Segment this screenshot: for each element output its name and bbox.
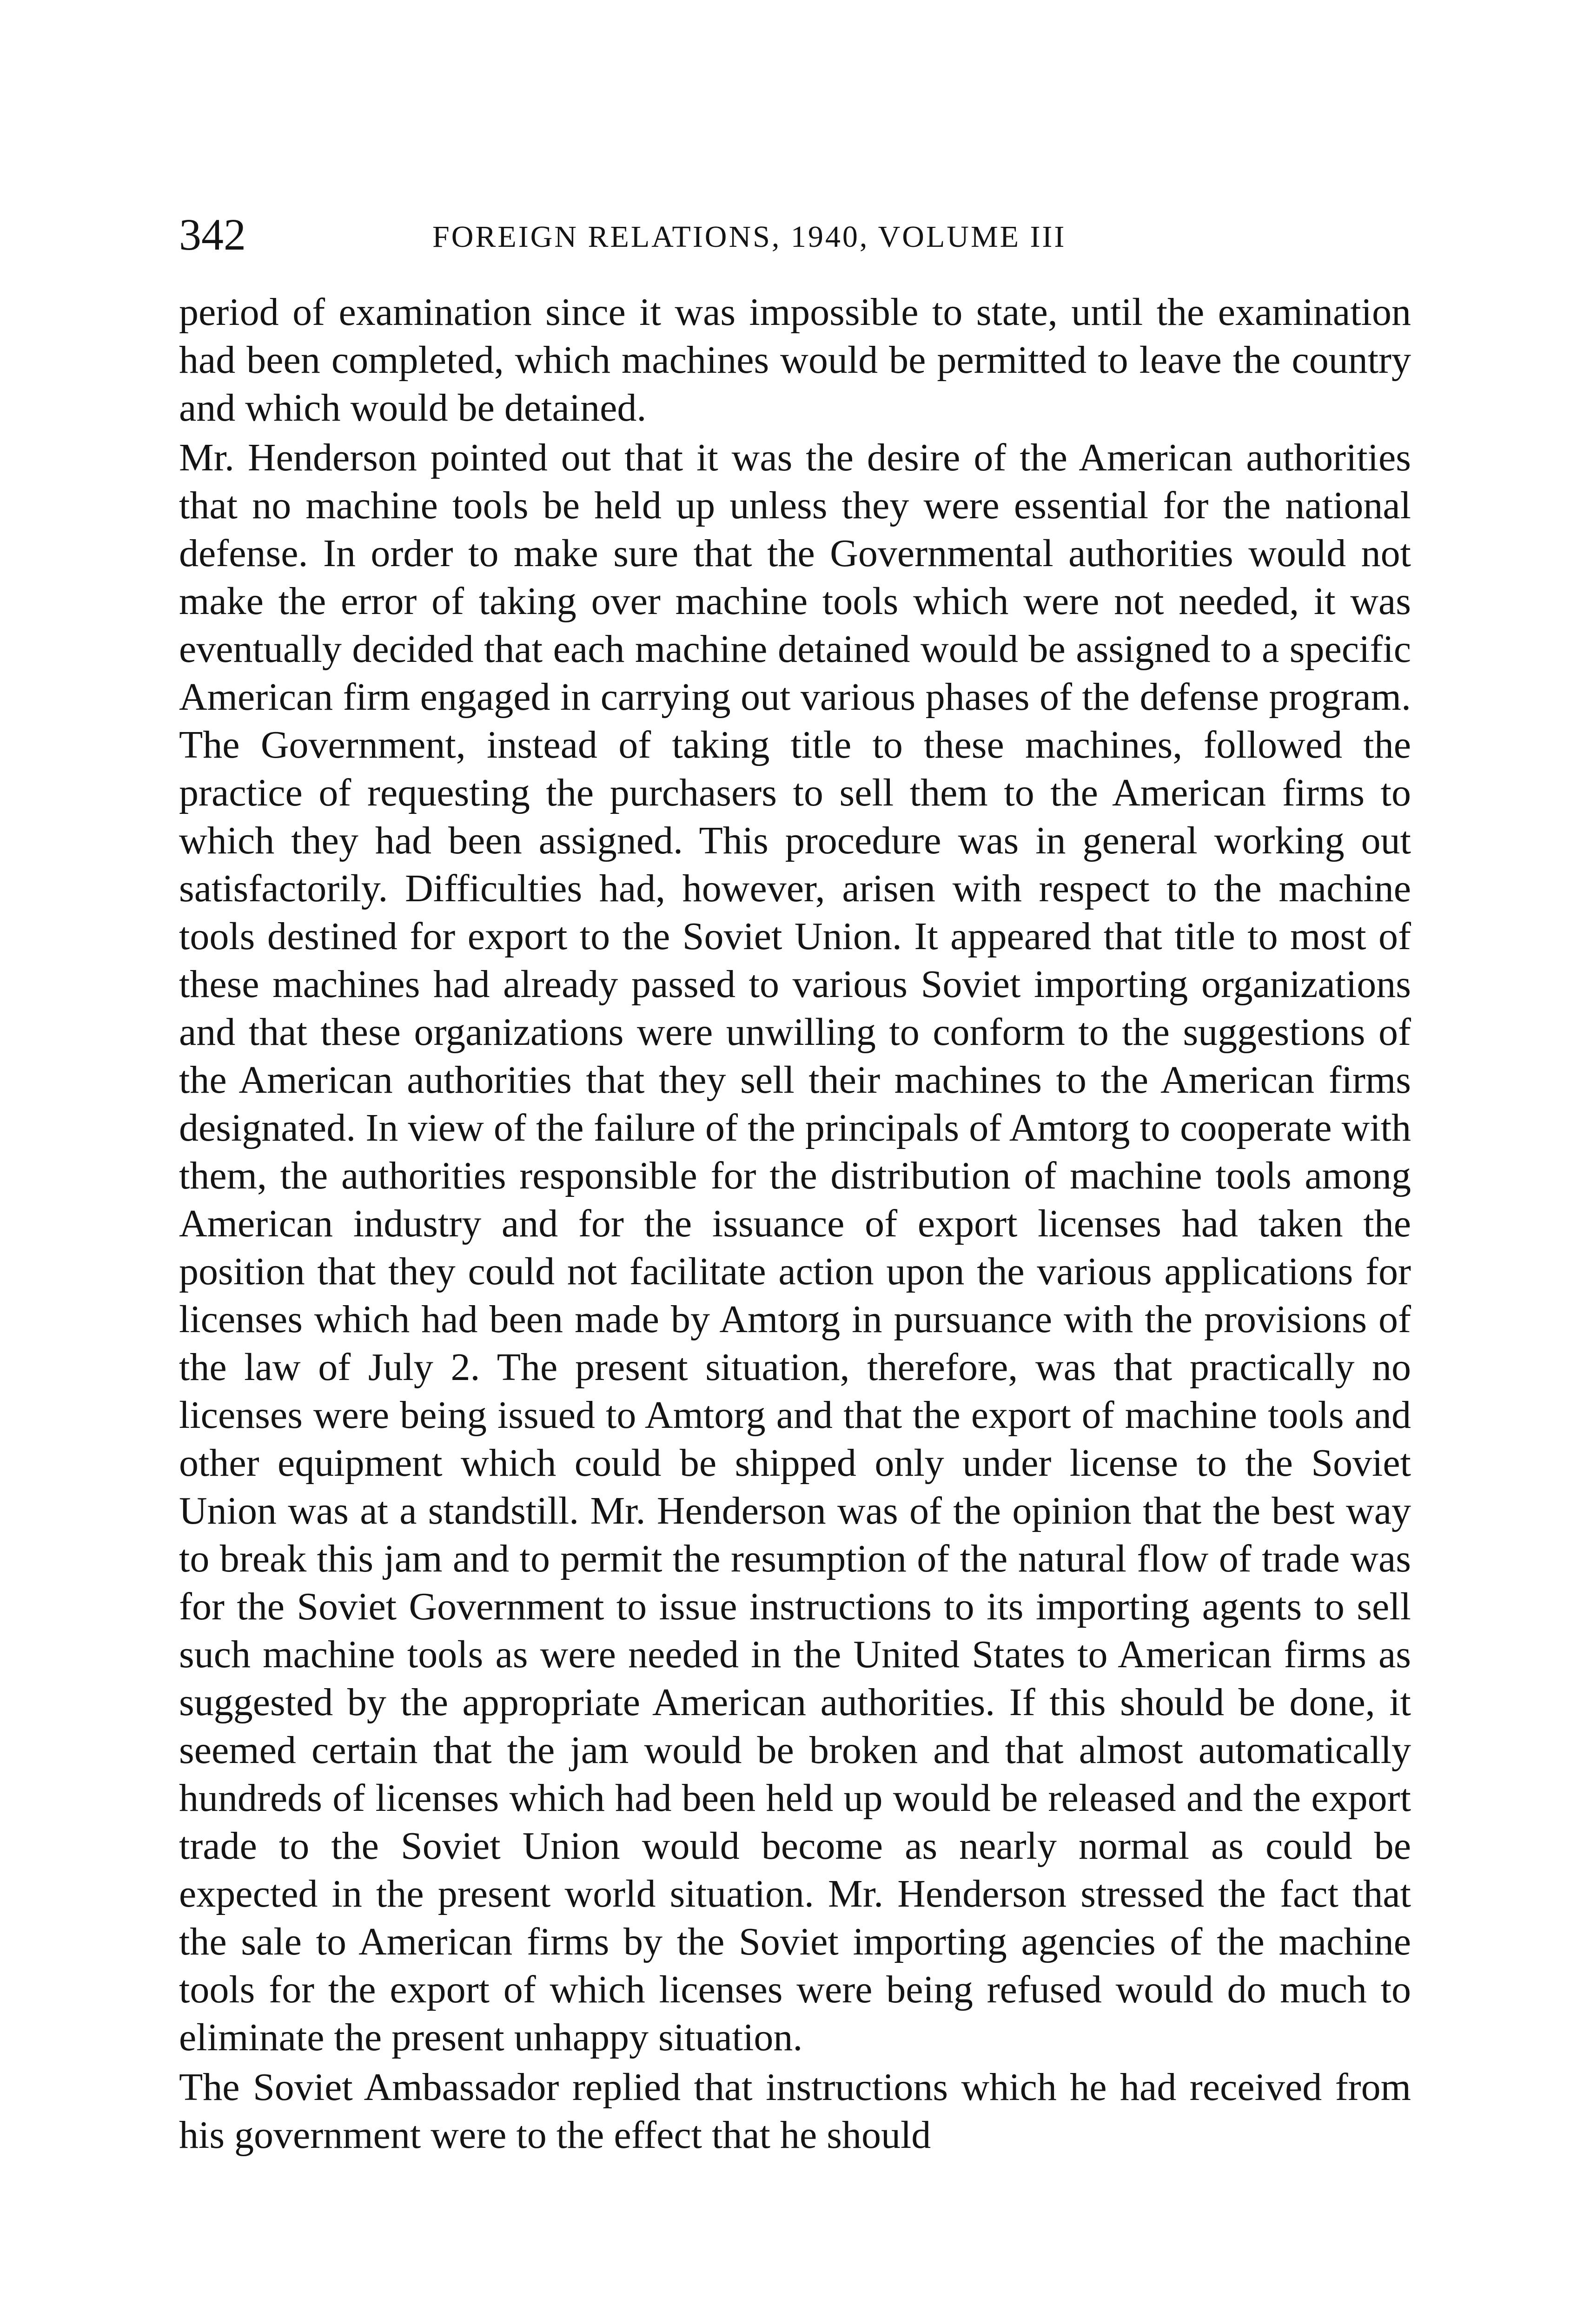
page-number: 342 bbox=[179, 210, 246, 259]
paragraph-henderson-statement: Mr. Henderson pointed out that it was the desire of the American authorities that no machine tools be held up unless they were essential for the national defense. In order to make sure that the Governmental authorities would not make the error of taking over machine tools which were not needed, it was eventually decided that each machine detained would be assigned to a specific American firm engaged in carrying out various phases of the defense program. The Government, instead of taking title to these machines, followed the practice of requesting the purchasers to sell them to the American firms to which they had been assigned. This procedure was in general working out satisfactorily. Difficulties had, however, arisen with respect to the machine tools destined for export to the Soviet Union. It appeared that title to most of these machines had already passed to various Soviet importing organizations and that these organizations were unwilling to conform to the suggestions of the American authorities that they sell their machines to the American firms designated. In view of the failure of the principals of Amtorg to cooperate with them, the authorities responsible for the distribution of machine tools among American industry and for the issuance of export licenses had taken the position that they could not facilitate action upon the various applications for licenses which had been made by Amtorg in pursuance with the provisions of the law of July 2. The present situation, therefore, was that practically no licenses were being issued to Amtorg and that the export of machine tools and other equipment which could be shipped only under license to the Soviet Union was at a standstill. Mr. Henderson was of the opinion that the best way to break this jam and to permit the resumption of the natural flow of trade was for the Soviet Government to issue instructions to its importing agents to sell such machine tools as were needed in the United States to American firms as suggested by the appropriate American authorities. If this should be done, it seemed certain that the jam would be broken and that almost automatically hundreds of licenses which had been held up would be released and the export trade to the Soviet Union would become as nearly normal as could be expected in the present world situation. Mr. Henderson stressed the fact that the sale to American firms by the Soviet importing agencies of the machine tools for the export of which licenses were being refused would do much to eliminate the present unhappy situation. bbox=[179, 436, 1411, 2059]
running-title: FOREIGN RELATIONS, 1940, VOLUME III bbox=[432, 220, 1067, 254]
document-body bbox=[179, 288, 1411, 2324]
paragraph-ambassador-reply: The Soviet Ambassador replied that instructions which he had received from his government were to the effect that he should bbox=[179, 2066, 1411, 2157]
running-header bbox=[179, 207, 1411, 263]
paragraph-continuation: period of examination since it was impossible to state, until the examination had been completed, which machines would be permitted to leave the country and which would be detained. bbox=[179, 290, 1411, 429]
